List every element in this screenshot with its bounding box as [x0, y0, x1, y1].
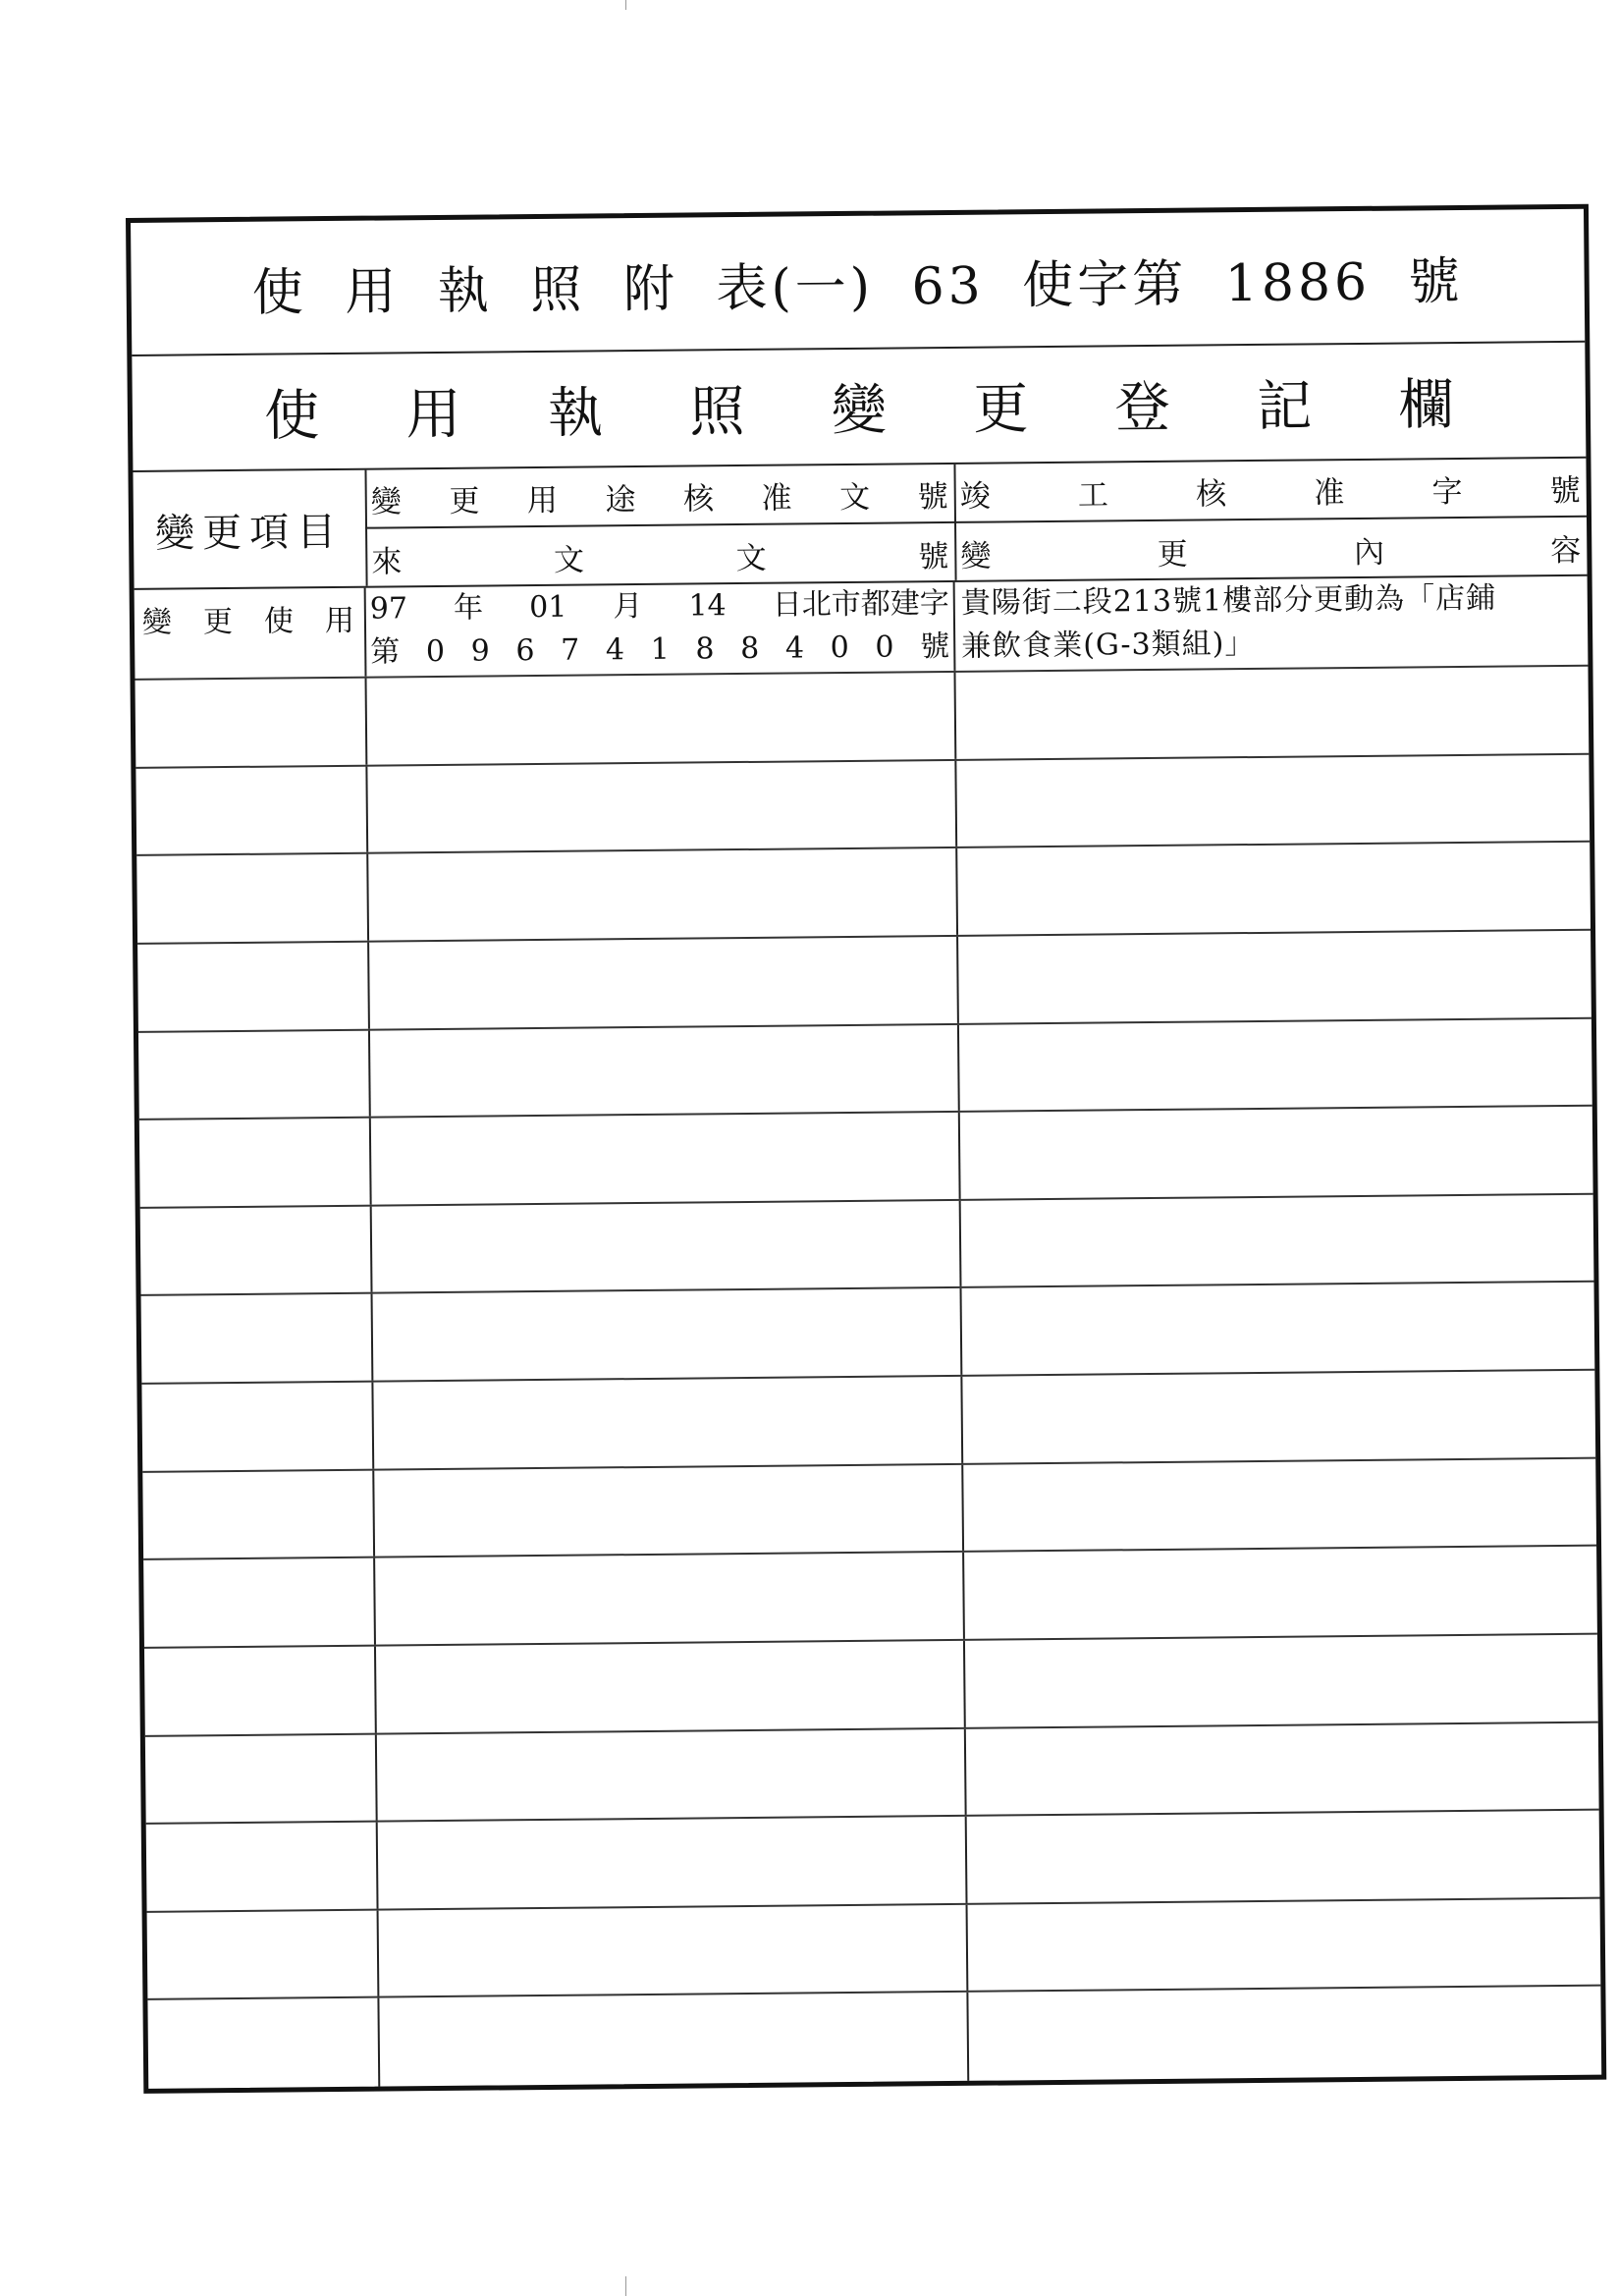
empty-cell: [374, 1464, 964, 1556]
doc-token: 號: [919, 629, 950, 665]
header-char: 更: [1157, 536, 1188, 573]
header-char: 容: [1550, 532, 1582, 569]
heading-char: 更: [973, 377, 1029, 442]
empty-cell: [968, 1898, 1601, 1991]
header-char: 文: [553, 542, 585, 578]
empty-cell: [140, 1206, 373, 1294]
table-row-empty: [143, 1547, 1597, 1649]
heading-char: 執: [547, 381, 604, 446]
empty-cell: [962, 1283, 1595, 1375]
table-row-empty: [141, 1283, 1595, 1385]
empty-cell: [373, 1288, 963, 1380]
doc-token: 8: [739, 630, 760, 667]
empty-cell: [139, 1119, 372, 1207]
heading-char: 欄: [1398, 373, 1454, 438]
header-char: 准: [1314, 474, 1345, 511]
empty-cell: [957, 843, 1591, 935]
table-row-empty: [135, 754, 1590, 856]
table-row-empty: [137, 931, 1591, 1033]
table-row-empty: [145, 1722, 1599, 1825]
header-char: 更: [449, 483, 480, 519]
empty-cell: [135, 679, 368, 767]
empty-cell: [375, 1553, 965, 1644]
table-row-empty: [147, 1987, 1601, 2089]
table-row-empty: [138, 1018, 1592, 1121]
empty-cell: [145, 1734, 378, 1823]
empty-cell: [961, 1194, 1594, 1286]
header-char: 核: [682, 480, 715, 518]
doc-token: 9: [470, 633, 490, 669]
doc-token: 4: [784, 630, 805, 666]
header-doc-column: [364, 465, 956, 586]
table-row-empty: [144, 1635, 1598, 1737]
doc-token: 0: [830, 629, 849, 666]
empty-cell: [141, 1294, 374, 1383]
header-char: 變: [370, 483, 402, 520]
entry-content-cell: [955, 576, 1589, 671]
empty-cell: [376, 1641, 966, 1732]
doc-token: 8: [695, 631, 715, 667]
empty-cell: [368, 848, 958, 940]
header-content-column: [953, 459, 1587, 580]
header-char: 竣: [959, 478, 991, 515]
empty-cell: [963, 1458, 1596, 1551]
empty-cell: [372, 1201, 962, 1292]
empty-cell: [966, 1722, 1599, 1815]
entry-item-char: 用: [324, 603, 355, 639]
header-change-content: [954, 518, 1588, 582]
header-char: 文: [735, 540, 767, 576]
empty-cell: [379, 1993, 969, 2086]
header-char: 字: [1431, 473, 1463, 510]
table-row-empty: [139, 1107, 1593, 1209]
entry-item-cell: [135, 588, 367, 679]
header-char: 號: [917, 478, 948, 515]
form-title-row: [131, 209, 1585, 356]
empty-cell: [367, 673, 957, 764]
scan-mark: [625, 0, 626, 10]
heading-char: 照: [689, 379, 745, 445]
header-change-item: 變更項目: [133, 470, 367, 588]
header-char: 用: [526, 482, 559, 519]
scan-mark: [625, 2276, 626, 2296]
heading-char: 變: [831, 378, 888, 444]
table-row-empty: [142, 1458, 1596, 1560]
header-char: 號: [918, 538, 949, 574]
empty-cell: [371, 1113, 961, 1204]
table-row-empty: [146, 1811, 1600, 1913]
table-row-empty: [140, 1194, 1594, 1296]
doc-token: 6: [515, 633, 535, 669]
doc-token: 7: [560, 632, 580, 668]
entry-doc-line1: [366, 582, 953, 631]
doc-token: 14: [688, 588, 727, 624]
header-approval-doc-no: [364, 465, 954, 529]
usage-permit-appendix-form: [126, 204, 1606, 2094]
header-char: 核: [1195, 475, 1227, 513]
header-char: 文: [838, 479, 871, 516]
entry-content-line1: 貴陽街二段213號1樓部分更動為「店鋪: [960, 580, 1497, 621]
header-char: 變: [960, 538, 992, 574]
empty-cell: [960, 1107, 1593, 1199]
empty-cell: [964, 1547, 1597, 1639]
table-header: [133, 459, 1587, 590]
empty-cell: [968, 1987, 1601, 2081]
empty-cell: [144, 1646, 377, 1734]
table-row-empty: [135, 667, 1590, 769]
entry-item-char: 變: [141, 605, 173, 640]
empty-cell: [137, 943, 370, 1031]
doc-token: 01: [529, 589, 567, 626]
table-row-empty: [147, 1898, 1601, 2000]
header-completion-no: [953, 459, 1587, 523]
empty-cell: [377, 1728, 967, 1820]
entry-content-line2: 兼飲食業(G-3類組)」: [961, 626, 1256, 664]
header-char: 來: [371, 543, 403, 580]
doc-token: 1: [650, 631, 670, 667]
empty-cell: [956, 754, 1590, 847]
heading-char: 記: [1256, 374, 1313, 439]
empty-cell: [143, 1558, 376, 1647]
empty-cell: [967, 1811, 1600, 1903]
doc-token: 0: [875, 629, 894, 665]
form-title: 使 用 執 照 附 表(一) 63 使字第 1886 號: [251, 251, 1464, 323]
empty-cell: [141, 1383, 374, 1471]
empty-cell: [138, 1030, 371, 1119]
empty-cell: [373, 1377, 963, 1468]
empty-cell: [136, 854, 369, 943]
heading-char: 使: [263, 384, 320, 449]
empty-cell: [146, 1823, 379, 1911]
table-row-empty: [136, 843, 1591, 945]
entry-item: [135, 588, 364, 641]
doc-token: 0: [425, 633, 446, 670]
empty-cell: [142, 1470, 375, 1558]
doc-token: 97: [369, 591, 408, 627]
empty-cell: [958, 931, 1591, 1023]
table-row-empty: [141, 1371, 1595, 1473]
heading-char: 用: [405, 382, 461, 448]
header-incoming-doc-no: [365, 523, 955, 588]
entry-doc-line2: [366, 626, 953, 675]
entry-item-char: 更: [202, 604, 234, 640]
empty-cell: [955, 667, 1589, 759]
empty-cell: [962, 1371, 1595, 1463]
header-char: 號: [1549, 472, 1581, 509]
empty-cell: [135, 766, 368, 854]
doc-token: 4: [605, 632, 625, 668]
empty-cell: [147, 1910, 380, 1998]
heading-char: 登: [1114, 375, 1171, 441]
empty-cell: [965, 1635, 1598, 1727]
entry-doc-cell: [366, 582, 956, 677]
doc-token: 日北市都建字: [772, 585, 949, 623]
empty-cell: [378, 1817, 968, 1908]
header-char: 准: [761, 480, 792, 517]
header-char: 途: [605, 481, 636, 518]
empty-cell: [959, 1018, 1592, 1111]
entry-item-char: 使: [263, 604, 295, 639]
doc-token: 第: [370, 634, 401, 670]
empty-cell: [369, 937, 959, 1028]
empty-cell: [367, 761, 957, 852]
doc-token: 年: [453, 590, 484, 626]
table-row-entry: [135, 576, 1589, 681]
doc-token: 月: [613, 588, 643, 625]
registration-heading: [132, 343, 1586, 472]
empty-cell: [379, 1905, 969, 1996]
empty-cell: [370, 1024, 960, 1116]
header-char: 工: [1077, 476, 1109, 514]
header-char: 內: [1353, 534, 1385, 571]
empty-cell: [147, 1998, 380, 2089]
